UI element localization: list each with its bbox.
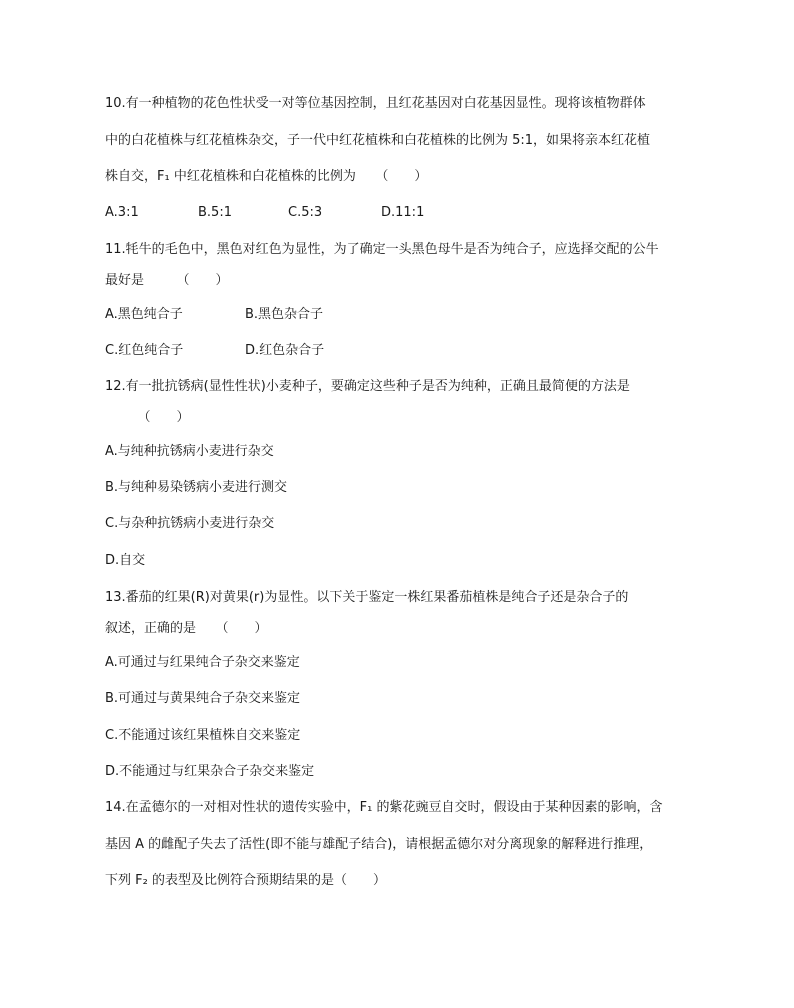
option-b: B.黑色杂合子 <box>245 307 324 322</box>
option-d: D.不能通过与红果杂合子杂交来鉴定 <box>105 764 315 779</box>
question-text-line: 13.番茄的红果(R)对黄果(r)为显性。以下关于鉴定一株红果番茄植株是纯合子还是杂合子的 <box>105 590 629 605</box>
option-a: A.3:1 <box>105 205 139 220</box>
question-text-line: 株自交，F₁ 中红花植株和白花植株的比例为 （ ） <box>105 169 428 184</box>
option-c: C.红色纯合子 <box>105 343 184 358</box>
question-text-line: （ ） <box>105 410 190 425</box>
option-b: B.5:1 <box>198 205 232 220</box>
question-text-line: 12.有一批抗锈病(显性性状)小麦种子，要确定这些种子是否为纯种，正确且最简便的方法是 <box>105 379 630 394</box>
option-a: A.可通过与红果纯合子杂交来鉴定 <box>105 655 300 670</box>
question-text-line: 11.牦牛的毛色中，黑色对红色为显性，为了确定一头黑色母牛是否为纯合子，应选择交配的公牛 <box>105 242 659 257</box>
question-text-line: 下列 F₂ 的表型及比例符合预期结果的是（ ） <box>105 873 386 888</box>
question-text-line: 基因 A 的雌配子失去了活性(即不能与雄配子结合)，请根据孟德尔对分离现象的解释进行推理， <box>105 837 653 852</box>
option-d: D.11:1 <box>381 205 425 220</box>
option-d: D.自交 <box>105 553 146 568</box>
question-text-line: 叙述，正确的是 （ ） <box>105 621 268 636</box>
question-text-line: 10.有一种植物的花色性状受一对等位基因控制，且红花基因对白花基因显性。现将该植物群体 <box>105 96 646 111</box>
option-a: A.黑色纯合子 <box>105 307 183 322</box>
option-a: A.与纯种抗锈病小麦进行杂交 <box>105 444 274 459</box>
option-d: D.红色杂合子 <box>245 343 325 358</box>
option-c: C.与杂种抗锈病小麦进行杂交 <box>105 516 275 531</box>
option-c: C.不能通过该红果植株自交来鉴定 <box>105 728 301 743</box>
question-text-line: 最好是 （ ） <box>105 273 229 288</box>
question-text-line: 中的白花植株与红花植株杂交，子一代中红花植株和白花植株的比例为 5:1，如果将亲本红花植 <box>105 133 651 148</box>
option-c: C.5:3 <box>288 205 323 220</box>
option-b: B.可通过与黄果纯合子杂交来鉴定 <box>105 691 301 706</box>
option-b: B.与纯种易染锈病小麦进行测交 <box>105 480 288 495</box>
question-text-line: 14.在孟德尔的一对相对性状的遗传实验中，F₁ 的紫花豌豆自交时，假设由于某种因素的影响，含 <box>105 800 663 815</box>
